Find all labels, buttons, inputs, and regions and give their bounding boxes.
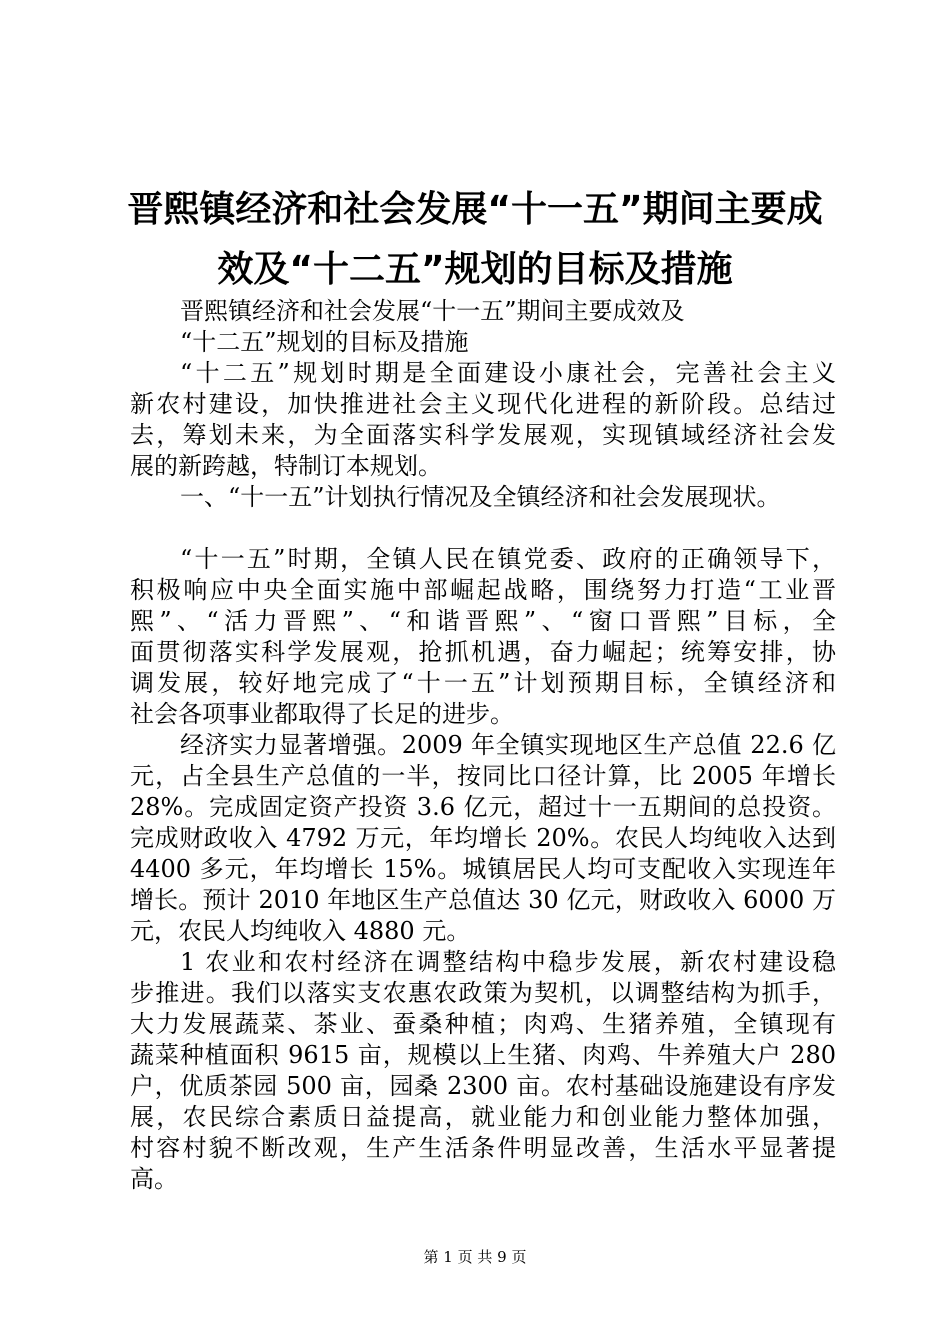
paragraph-3-line-3: 熙”、“活力晋熙”、“和谐晋熙”、“窗口晋熙”目标，全 <box>130 607 836 635</box>
paragraph-4-line-3: 28%。完成固定资产投资 3.6 亿元，超过十一五期间的总投资。 <box>130 793 836 821</box>
paragraph-5-line-4: 蔬菜种植面积 9615 亩，规模以上生猪、肉鸡、牛养殖大户 280 <box>130 1041 836 1069</box>
section-heading-1: 一、“十一五”计划执行情况及全镇经济和社会发展现状。 <box>180 483 781 511</box>
paragraph-2-line-4: 展的新跨越，特制订本规划。 <box>130 452 442 480</box>
paragraph-5-line-2: 步推进。我们以落实支农惠农政策为契机，以调整结构为抓手， <box>130 979 836 1007</box>
paragraph-1-line-1: 晋熙镇经济和社会发展“十一五”期间主要成效及 <box>180 297 685 325</box>
paragraph-2-line-3: 去，筹划未来，为全面落实科学发展观，实现镇域经济社会发 <box>130 421 836 449</box>
document-body <box>130 296 836 1195</box>
blank-line <box>130 513 836 544</box>
paragraph-3-line-6: 社会各项事业都取得了长足的进步。 <box>130 700 514 728</box>
paragraph-2-line-2: 新农村建设，加快推进社会主义现代化进程的新阶段。总结过 <box>130 390 836 418</box>
paragraph-4-line-1: 经济实力显著增强。2009 年全镇实现地区生产总值 22.6 亿 <box>180 731 836 759</box>
paragraph-3-line-1: “十一五”时期，全镇人民在镇党委、政府的正确领导下， <box>180 545 836 573</box>
paragraph-5-line-6: 展，农民综合素质日益提高，就业能力和创业能力整体加强， <box>130 1103 836 1131</box>
page-number-footer: 第 1 页 共 9 页 <box>423 1248 527 1266</box>
paragraph-4-line-2: 元，占全县生产总值的一半，按同比口径计算，比 2005 年增长 <box>130 762 836 790</box>
paragraph-3-line-4: 面贯彻落实科学发展观，抢抓机遇，奋力崛起；统筹安排，协 <box>130 638 836 666</box>
paragraph-5-line-3: 大力发展蔬菜、茶业、蚕桑种植；肉鸡、生猪养殖，全镇现有 <box>130 1010 836 1038</box>
paragraph-1-line-2: “十二五”规划的目标及措施 <box>180 328 469 356</box>
paragraph-5-line-1: 1 农业和农村经济在调整结构中稳步发展，新农村建设稳 <box>180 948 836 976</box>
paragraph-4-line-4: 完成财政收入 4792 万元，年均增长 20%。农民人均纯收入达到 <box>130 824 836 852</box>
paragraph-4-line-7: 元，农民人均纯收入 4880 元。 <box>130 917 471 945</box>
paragraph-2-line-1: “十二五”规划时期是全面建设小康社会，完善社会主义 <box>180 359 836 387</box>
paragraph-4-line-6: 增长。预计 2010 年地区生产总值达 30 亿元，财政收入 6000 万 <box>130 886 836 914</box>
paragraph-3-line-2: 积极响应中央全面实施中部崛起战略，围绕努力打造“工业晋 <box>130 576 836 604</box>
paragraph-5-line-7: 村容村貌不断改观，生产生活条件明显改善，生活水平显著提 <box>130 1134 836 1162</box>
paragraph-4-line-5: 4400 多元，年均增长 15%。城镇居民人均可支配收入实现连年 <box>130 855 836 883</box>
document-title-line-1: 晋熙镇经济和社会发展“十一五”期间主要成 <box>127 189 823 230</box>
paragraph-3-line-5: 调发展，较好地完成了“十一五”计划预期目标，全镇经济和 <box>130 669 836 697</box>
paragraph-5-line-5: 户，优质茶园 500 亩，园桑 2300 亩。农村基础设施建设有序发 <box>130 1072 836 1100</box>
paragraph-5-line-8: 高。 <box>130 1165 178 1193</box>
document-title-line-2: 效及“十二五”规划的目标及措施 <box>217 249 733 290</box>
